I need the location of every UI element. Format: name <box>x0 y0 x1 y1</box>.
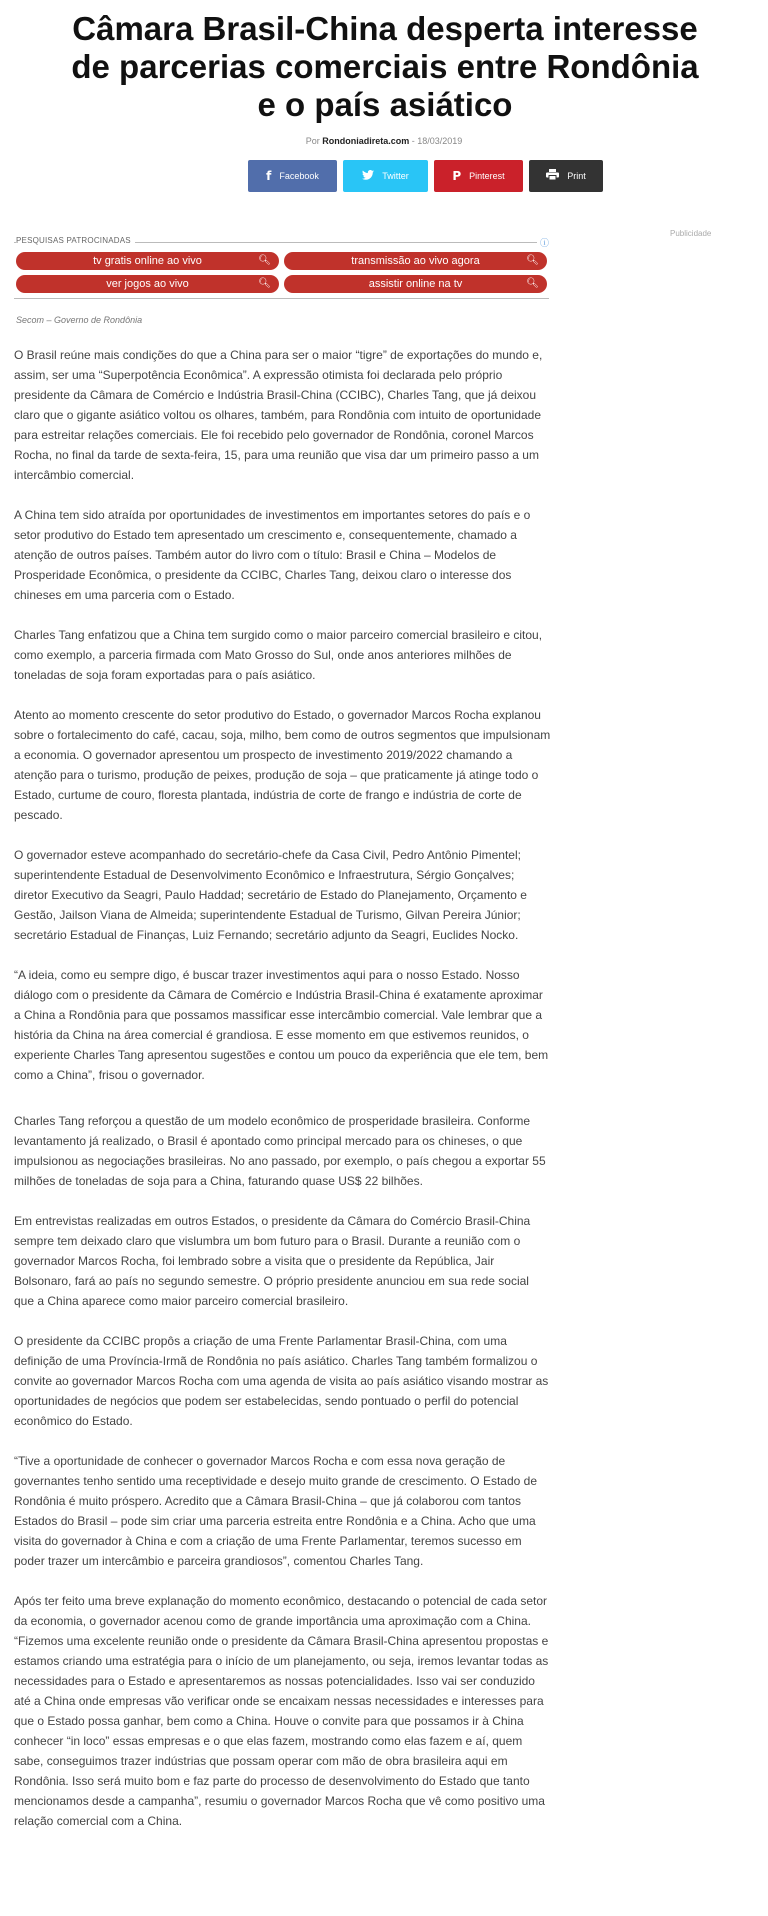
facebook-share-button[interactable] <box>248 160 337 192</box>
meta-separator: - <box>411 136 415 146</box>
info-icon[interactable]: ⓘ <box>539 239 549 249</box>
search-icon: 🔍︎ <box>258 278 271 289</box>
sponsored-link-label: transmissão ao vivo agora <box>351 255 480 267</box>
share-buttons <box>248 160 603 192</box>
sponsored-link-2[interactable] <box>284 252 547 270</box>
article-paragraph: O governador esteve acompanhado do secretário-chefe da Casa Civil, Pedro Antônio Pimentel; superintendente Estadual de Desenvolvimento Econômico e Infraestrutura, Sérgio Gonçalves; diretor Executivo da Seagri, Paulo Haddad; secretário de Estado do Planejamento, Orçamento e Gestão, Jailson Viana de Almeida; superintendente Estadual de Turismo, Gilvan Pereira Júnior; secretário Estadual de Finanças, Luiz Fernando; secretário adjunto da Seagri, Euclides Nocko. <box>14 848 527 942</box>
pinterest-icon: P <box>452 169 462 183</box>
sponsored-link-label: tv gratis online ao vivo <box>93 255 202 267</box>
sponsored-label: PESQUISAS PATROCINADAS <box>16 236 135 245</box>
sponsored-link-label: ver jogos ao vivo <box>106 278 189 290</box>
facebook-label: Facebook <box>279 171 319 181</box>
sponsored-link-4[interactable] <box>284 275 547 293</box>
print-button[interactable] <box>529 160 603 192</box>
print-label: Print <box>567 171 586 181</box>
twitter-label: Twitter <box>382 171 409 181</box>
article-paragraph: Atento ao momento crescente do setor produtivo do Estado, o governador Marcos Rocha explanou sobre o fortalecimento do café, cacau, soja, milho, bem como de outros segmentos que impulsionam a economia. O governador apresentou um prospecto de investimento 2019/2022 chamando a atenção para o turismo, produção de peixes, produção de soja – que praticamente já atinge todo o Estado, curtume de couro, floresta plantada, indústria de corte de frango e indústria de corte de pescado. <box>14 708 551 822</box>
twitter-icon <box>362 169 374 183</box>
search-icon: 🔍︎ <box>258 255 271 266</box>
sponsored-search-box <box>14 232 549 300</box>
publicidade-label: Publicidade <box>670 229 712 238</box>
article-paragraph: Após ter feito uma breve explanação do momento econômico, destacando o potencial de cada setor da economia, o governador acenou como de grande importância uma aproximação com a China. “Fizemos uma excelente reunião onde o presidente da Câmara Brasil-China apresentou propostas e estamos criando uma estratégia para o início de um planejamento, ou seja, iremos levantar todas as necessidades para o Estado e apresentaremos as nossas potencialidades. Isso vai ser conduzido até a China onde empresas vão verificar onde se encaixam nessas necessidades e interesses para que o Estado possa ganhar, bem como a China. Houve o convite para que possamos ir à China conhecer “in loco” essas empresas e o que elas fazem, mostrando como elas fazem e aí, quem sabe, conseguimos trazer indústrias que possam operar com mão de obra brasileira aqui em Rondônia. Isso será muito bom e faz parte do processo de desenvolvimento do Estado que tanto mencionamos desde a campanha”, resumiu o governador Marcos Rocha que vê como positivo uma relação comercial com a China. <box>14 1594 549 1828</box>
article-paragraph: O presidente da CCIBC propôs a criação de uma Frente Parlamentar Brasil-China, com uma definição de uma Província-Irmã de Rondônia no país asiático. Charles Tang também formalizou o convite ao governador Marcos Rocha com uma agenda de visita ao país asiático visando mostrar as oportunidades de negócios que podem ser estabelecidas, sendo pontuado o perfil do potencial econômico do Estado. <box>14 1334 549 1428</box>
pinterest-label: Pinterest <box>469 171 505 181</box>
article-date: 18/03/2019 <box>417 136 463 146</box>
sponsored-link-label: assistir online na tv <box>368 278 463 290</box>
meta-prefix: Por <box>305 136 320 146</box>
article-paragraph: O Brasil reúne mais condições do que a China para ser o maior “tigre” de exportações do mundo e, assim, ser uma “Superpotência Econômica”. A expressão otimista foi declarada pelo próprio presidente da Câmara de Comércio e Indústria Brasil-China (CCIBC), Charles Tang, que já deixou claro que o gigante asiático voltou os olhares, também, para Rondônia com intuito de oportunidade para estreitar relações comerciais. Ele foi recebido pelo governador de Rondônia, coronel Marcos Rocha, no final da tarde de sexta-feira, 15, para uma reunião que visa dar um primeiro passo a um intercâmbio comercial. <box>14 348 543 482</box>
search-icon: 🔍︎ <box>526 278 539 289</box>
article-meta <box>0 135 768 147</box>
article-paragraph: Em entrevistas realizadas em outros Estados, o presidente da Câmara do Comércio Brasil-China sempre tem deixado claro que vislumbra um bom futuro para o Brasil. Durante a reunião com o governador Marcos Rocha, foi lembrado sobre a visita que o presidente da República, Jair Bolsonaro, fará ao país no segundo semestre. O próprio presidente anunciou em sua rede social que a China aparece como maior parceiro comercial brasileiro. <box>14 1214 531 1308</box>
twitter-share-button[interactable] <box>343 160 428 192</box>
article-title: Câmara Brasil-China desperta interesse de parcerias comerciais entre Rondônia e o país asiático <box>71 10 699 123</box>
author-link[interactable]: Rondoniadireta.com <box>322 136 410 146</box>
article-body <box>14 345 551 1831</box>
sponsored-header <box>14 236 549 248</box>
search-icon: 🔍︎ <box>526 255 539 266</box>
article-paragraph: A China tem sido atraída por oportunidades de investimentos em importantes setores do país e o setor produtivo do Estado tem apresentado um crescimento e, consequentemente, chamado a atenção de outros países. Também autor do livro com o título: Brasil e China – Modelos de Prosperidade Econômica, o presidente da CCIBC, Charles Tang, deixou claro o interesse dos chineses em uma parceria com o Estado. <box>14 508 531 602</box>
image-caption: Secom – Governo de Rondônia <box>16 315 143 325</box>
article-paragraph: Charles Tang reforçou a questão de um modelo econômico de prosperidade brasileira. Conforme levantamento já realizado, o Brasil é apontado como principal mercado para os chineses, o que impulsionou as negociações brasileiras. No ano passado, por exemplo, o país chegou a exportar 55 milhões de toneladas de soja para a China, faturando quase US$ 22 bilhões. <box>14 1114 546 1188</box>
facebook-icon: f <box>266 169 272 183</box>
sponsored-link-1[interactable] <box>16 252 279 270</box>
sponsored-link-3[interactable] <box>16 275 279 293</box>
sponsored-bottom-divider <box>14 298 549 299</box>
article-paragraph: “Tive a oportunidade de conhecer o governador Marcos Rocha e com essa nova geração de governantes tenho sentido uma receptividade e desejo muito grande de crescimento. O Estado de Rondônia é muito próspero. Acredito que a Câmara Brasil-China – que já colaborou com tantos Estados do Brasil – pode sim criar uma parceria estreita entre Rondônia e a China. Acho que uma visita do governador à China e com a criação de uma Frente Parlamentar, teremos sucesso em poder trazer um intercâmbio e parceira grandiosos”, comentou Charles Tang. <box>14 1454 537 1568</box>
printer-icon <box>546 169 559 183</box>
article-paragraph: “A ideia, como eu sempre digo, é buscar trazer investimentos aqui para o nosso Estado. Nosso diálogo com o presidente da Câmara de Comércio e Indústria Brasil-China é exatamente aproximar a China a Rondônia para que possamos massificar esse intercâmbio comercial. Vale lembrar que a história da China na área comercial é grandiosa. E esse momento em que estivemos reunidos, o experiente Charles Tang apresentou sugestões e contou um pouco da experiência que ele tem, bem como a China”, frisou o governador. <box>14 968 549 1082</box>
pinterest-share-button[interactable] <box>434 160 523 192</box>
article-paragraph: Charles Tang enfatizou que a China tem surgido como o maior parceiro comercial brasileiro e citou, como exemplo, a parceria firmada com Mato Grosso do Sul, onde anos anteriores milhões de toneladas de soja foram exportadas para o país asiático. <box>14 628 543 682</box>
